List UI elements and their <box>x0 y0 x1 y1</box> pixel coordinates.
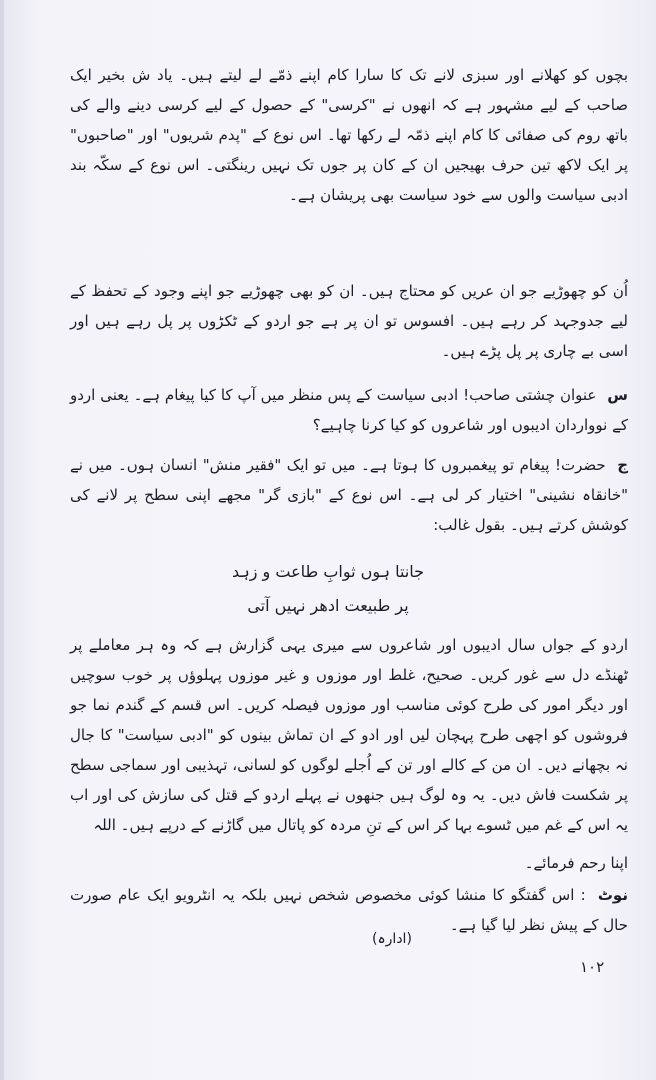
question-label: س <box>607 386 628 404</box>
signature: (ادارہ) <box>372 931 412 947</box>
note-label: نوٹ <box>597 886 628 904</box>
paragraph-1: بچوں کو کھلانے اور سبزی لانے تک کا سارا کام اپنے ذمّے لے لیتے ہیں۔ یاد ش بخیر ایک صاحب کے لیے مشہور ہے کہ انھوں نے "کرسی" کے حصول کے لیے کرسی دینے والے کی باتھ روم کی صفائی کا کام اپنے ذمّہ لے رکھا تھا۔ اس نوع کے "پدم شریوں" اور "صاحبوں" پر ایک لاکھ تین حرف بھیجیں ان کے کان پر جوں تک نہیں رینگتی۔ اس نوع کے سکّہ بند ادبی سیاست والوں سے خود سیاست بھی پریشان ہے۔ <box>70 66 628 204</box>
paragraph-3: اردو کے جواں سال ادیبوں اور شاعروں سے میری یہی گزارش ہے کہ وہ ہر معاملے پر ٹھنڈے دل سے غور کریں۔ صحیح، غلط اور موزوں و غیر موزوں پہلوؤں پر خوب سوچیں اور دیگر امور کی طرح کوئی مناسب اور موزوں فیصلہ کریں۔ اس قسم کے گندم نما جو فروشوں کو اچھی طرح پہچان لیں اور ادو کے ان تماش بینوں کو "ادبی سیاست" کا جال نہ بچھانے دیں۔ ان من کے کالے اور تن کے اُجلے لوگوں کو لسانی، تہذیبی اور سماجی سطح پر شکست فاش دیں۔ یہ وہ لوگ ہیں جنھوں نے پہلے اردو کے قتل کی سازش کی اور اب یہ اس کے غم میں ٹسوے بہا کر اس کے تنِ مردہ کو پاتال میں گاڑنے کے درپے ہیں۔ اللہ <box>70 636 628 834</box>
answer-text: حضرت! پیغام تو پیغمبروں کا ہوتا ہے۔ میں تو ایک "فقیر منش" انسان ہوں۔ میں نے "خانقاہ نشینی" اختیار کر لی ہے۔ اس نوع کے "بازی گر" مجھے اپنی سطح پر لانے کی کوشش کرتے ہیں۔ بقول غالب: <box>70 456 628 534</box>
page-number: ۱۰۲ <box>580 958 605 976</box>
closing-line: اپنا رحم فرمائے۔ <box>524 854 628 872</box>
answer-block <box>70 450 628 540</box>
answer-label: ج <box>617 456 628 474</box>
question-text: عنوان چشتی صاحب! ادبی سیاست کے پس منظر میں آپ کا کیا پیغام ہے۔ یعنی اردو کے نوواردان ادیبوں اور شاعروں کو کیا کرنا چاہیے؟ <box>70 386 628 434</box>
verse-line-2: پر طبیعت ادھر نہیں آتی <box>247 596 409 615</box>
note-text: : اس گفتگو کا منشا کوئی مخصوص شخص نہیں بلکہ یہ انٹرویو ایک عام صورت حال کے پیش نظر لیا گیا ہے۔ <box>70 886 628 934</box>
verse-line-1: جانتا ہوں ثوابِ طاعت و زہد <box>231 562 425 581</box>
question-block <box>70 380 628 440</box>
paragraph-2: اُن کو چھوڑیے جو ان عریں کو محتاج ہیں۔ ان کو بھی چھوڑیے جو اپنے وجود کے تحفظ کے لیے جدوجہد کر رہے ہیں۔ افسوس تو ان پر ہے جو اردو کے ٹکڑوں پر پل رہے ہیں اور اسی بے چاری پر پل پڑے ہیں۔ <box>70 282 628 360</box>
note-block <box>70 880 628 940</box>
